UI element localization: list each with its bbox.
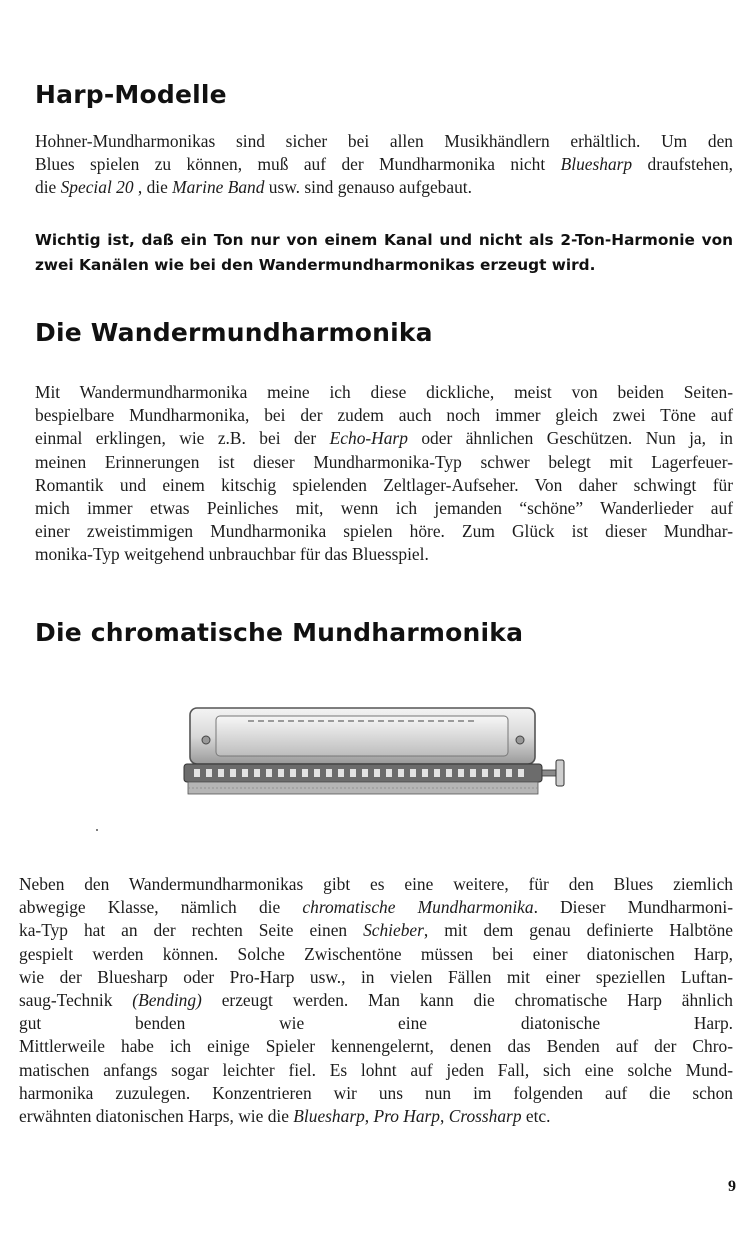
italic-term: Schieber xyxy=(363,920,424,941)
italic-term: (Bending) xyxy=(132,990,202,1011)
page-number: 9 xyxy=(728,1178,736,1195)
italic-term: Marine Band xyxy=(172,177,265,198)
print-speck xyxy=(96,829,98,831)
text-line: einer zweistimmigen Mundharmonika spielen höre. Zum Glück ist dieser Mundhar- xyxy=(35,521,733,542)
text-line: matischen anfangs sogar leichter fiel. Es lohnt auf jeden Fall, sich eine solche Mund- xyxy=(19,1059,733,1080)
text-line: mich immer etwas Peinliches mit, wenn ich jemanden “schöne” Wanderlieder auf xyxy=(35,498,733,519)
text-line: meinen Erinnerungen ist dieser Mundharmonika-Typ schwer belegt mit Lagerfeuer- xyxy=(35,451,733,472)
text-line: Blues spielen zu können, muß auf der Mundharmonika nicht Bluesharp draufstehen, xyxy=(35,154,733,175)
italic-term: chromatische Mundharmonika xyxy=(302,897,534,918)
text-line: wie der Bluesharp oder Pro-Harp usw., in vielen Fällen mit einer speziellen Luftan- xyxy=(19,966,733,987)
text-line: Romantik und einem kitschig spielenden Zeltlager-Aufseher. Von daher schwingt für xyxy=(35,474,733,495)
text-line: Mit Wandermundharmonika meine ich diese dickliche, meist von beiden Seiten- xyxy=(35,382,733,402)
heading-harp-modelle: Harp-Modelle xyxy=(35,80,227,109)
text-line: Neben den Wandermundharmonikas gibt es eine weitere, für den Blues ziemlich xyxy=(19,874,733,894)
text-line: einmal erklingen, wie z.B. bei der Echo-Harp oder ähnlichen Geschützen. Nun ja, in xyxy=(35,428,733,449)
text-line: Hohner-Mundharmonikas sind sicher bei allen Musikhändlern erhältlich. Um den xyxy=(35,131,733,151)
text-line: gut benden wie eine diatonische Harp. xyxy=(19,1013,733,1034)
bold-note xyxy=(35,228,733,278)
heading-wandermundharmonika: Die Wandermundharmonika xyxy=(35,318,433,347)
text-line: erwähnten diatonischen Harps, wie die Bluesharp, Pro Harp, Crossharp etc. xyxy=(19,1106,551,1127)
text-line: harmonika zuzulegen. Konzentrieren wir uns nun im folgenden auf die schon xyxy=(19,1082,733,1103)
italic-term: Bluesharp xyxy=(293,1106,365,1127)
paragraph-chromatische-mundharmonika xyxy=(19,873,733,1128)
text-line: saug-Technik (Bending) erzeugt werden. Man kann die chromatische Harp ähnlich xyxy=(19,990,733,1011)
italic-term: Pro Harp xyxy=(373,1106,441,1127)
paragraph-wandermundharmonika xyxy=(35,381,733,567)
heading-chromatische-mundharmonika: Die chromatische Mundharmonika xyxy=(35,618,524,647)
bold-line: Wichtig ist, daß ein Ton nur von einem Kanal und nicht als 2-Ton-Harmonie von xyxy=(35,231,733,249)
italic-term: Special 20 xyxy=(60,177,134,198)
paragraph-harp-modelle xyxy=(35,130,733,200)
text-line: abwegige Klasse, nämlich die chromatische Mundharmonika. Dieser Mundharmoni- xyxy=(19,897,733,918)
text-line: ka-Typ hat an der rechten Seite einen Schieber, mit dem genau definierte Halbtöne xyxy=(19,920,733,941)
italic-term: Crossharp xyxy=(448,1106,522,1127)
italic-term: Echo-Harp xyxy=(329,428,408,449)
text-line: bespielbare Mundharmonika, bei der zudem auch noch immer gleich zwei Töne auf xyxy=(35,405,733,426)
text-line: gespielt werden können. Solche Zwischentöne müssen bei einer diatonischen Harp, xyxy=(19,943,733,964)
bold-line: zwei Kanälen wie bei den Wandermundharmonikas erzeugt wird. xyxy=(35,256,596,274)
text-line: die Special 20 , die Marine Band usw. sind genauso aufgebaut. xyxy=(35,177,472,198)
text-line: Mittlerweile habe ich einige Spieler kennengelernt, denen das Benden auf der Chro- xyxy=(19,1036,733,1057)
chromatic-harmonica-illustration xyxy=(178,690,578,820)
italic-term: Bluesharp xyxy=(560,154,633,175)
text-line: monika-Typ weitgehend unbrauchbar für das Bluesspiel. xyxy=(35,544,429,565)
